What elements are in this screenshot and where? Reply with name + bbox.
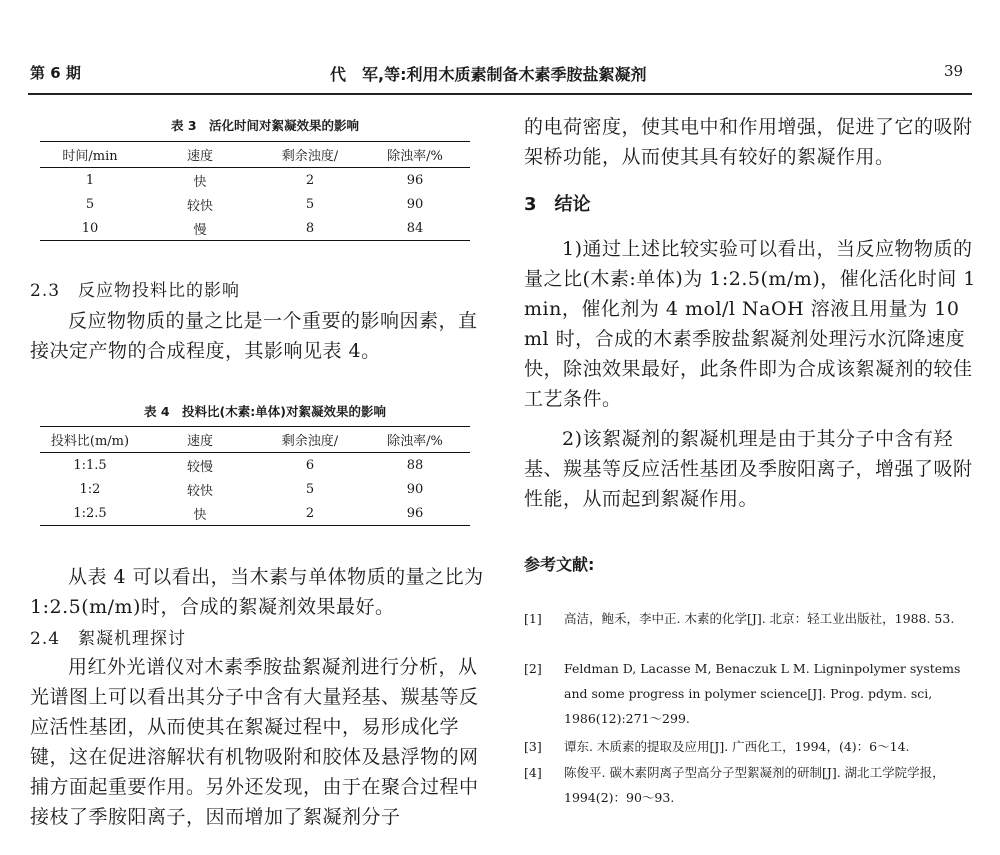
table4-caption: 表 4 投料比(木素:单体)对絮凝效果的影响 (144, 404, 386, 419)
table4-col-speed: 速度 (140, 427, 260, 453)
issue-number: 第 6 期 (30, 64, 81, 82)
table-cell: 慢 (140, 216, 260, 241)
table-cell: 84 (360, 216, 470, 241)
table-cell: 1 (85, 172, 95, 188)
section-3-heading: 3 结论 (524, 194, 591, 215)
table-cell: 6 (305, 457, 315, 473)
reference-number: [2] (524, 661, 542, 676)
table4-header-row (40, 427, 470, 453)
conclusion-2: 2)该絮凝剂的絮凝机理是由于其分子中含有羟基、羰基等反应活性基团及季胺阳离子，增强了吸附性能，从而起到絮凝作用。 (524, 428, 973, 510)
table4-col-turbidity: 剩余浊度/ (260, 427, 360, 453)
references-title: 参考文献: (524, 555, 595, 574)
running-title: 代 军,等:利用木质素制备木素季胺盐絮凝剂 (330, 65, 647, 84)
table-cell: 90 (406, 196, 424, 212)
section-2-4-paragraph: 用红外光谱仪对木素季胺盐絮凝剂进行分析，从光谱图上可以看出其分子中含有大量羟基、羰基等反应活性基团，从而使其在絮凝过程中，易形成化学键，这在促进溶解状有机物吸附和胶体及悬浮物的网捕方面起重要作用。另外还发现，由于在聚合过程中接枝了季胺阳离子，因而增加了絮凝剂分子 (30, 656, 479, 828)
table-row (40, 477, 470, 501)
reference-item (524, 606, 976, 631)
table-row (40, 192, 470, 216)
table-cell: 2 (305, 172, 315, 188)
section-2-3-paragraph: 反应物物质的量之比是一个重要的影响因素，直接决定产物的合成程度，其影响见表 4。 (30, 310, 478, 362)
reference-text: Feldman D, Lacasse M, Benaczuk L M. Ligninpolymer systems and some progress in polymer science[J]. Prog. pdym. sci, 1986(12):271～299. (564, 661, 961, 726)
section-2-3-heading: 2.3 反应物投料比的影响 (30, 281, 241, 301)
table-cell: 快 (193, 174, 207, 190)
continued-paragraph: 的电荷密度，使其电中和作用增强，促进了它的吸附架桥功能，从而使其具有较好的絮凝作用。 (524, 116, 973, 168)
table-row (40, 168, 470, 193)
table3-col-time: 时间/min (40, 142, 140, 168)
table3-col-speed: 速度 (140, 142, 260, 168)
table-cell: 5 (305, 196, 315, 212)
table-cell: 1:1.5 (73, 457, 107, 473)
page-number: 39 (944, 62, 964, 80)
table-row (40, 453, 470, 478)
table-cell: 较快 (186, 198, 213, 214)
reference-item (524, 656, 976, 731)
table-cell: 快 (140, 501, 260, 526)
reference-item (524, 734, 976, 759)
table3 (40, 141, 470, 241)
table3-caption: 表 3 活化时间对絮凝效果的影响 (170, 118, 360, 133)
table-cell: 1:2 (79, 481, 101, 497)
table-cell: 96 (360, 501, 470, 526)
table-cell: 5 (305, 481, 315, 497)
table3-col-turbidity: 剩余浊度/ (260, 142, 360, 168)
table4-col-ratio: 投料比(m/m) (40, 427, 140, 453)
table-cell: 96 (406, 172, 424, 188)
reference-text: 谭东. 木质素的提取及应用[J]. 广西化工，1994，(4)：6～14. (564, 739, 910, 754)
table-cell: 8 (260, 216, 360, 241)
table-cell: 90 (406, 481, 424, 497)
table-row (40, 501, 470, 526)
reference-text: 陈俊平. 碳木素阴离子型高分子型絮凝剂的研制[J]. 湖北工学院学报，1994(2)：90～93. (564, 765, 945, 805)
reference-text: 高洁，鲍禾，李中正. 木素的化学[J]. 北京：轻工业出版社，1988. 53. (564, 611, 955, 626)
section-2-4-heading: 2.4 絮凝机理探讨 (30, 629, 187, 649)
reference-number: [1] (524, 611, 542, 626)
table3-header-row (40, 142, 470, 168)
reference-number: [4] (524, 765, 542, 780)
table-cell: 88 (406, 457, 424, 473)
table-row (40, 216, 470, 241)
table-cell: 10 (40, 216, 140, 241)
table-cell: 1:2.5 (40, 501, 140, 526)
conclusion-1: 1)通过上述比较实验可以看出，当反应物物质的量之比(木素:单体)为 1:2.5(m/m)，催化活化时间 1 min，催化剂为 4 mol/l NaOH 溶液且用量为 10 ml 时，合成的木素季胺盐絮凝剂处理污水沉降速度快，除浊效果最好，此条件即为合成该絮凝剂的较佳工艺条件。 (524, 238, 976, 410)
table3-col-removal: 除浊率/% (360, 142, 470, 168)
table4-discussion-paragraph: 从表 4 可以看出，当木素与单体物质的量之比为 1:2.5(m/m)时，合成的絮凝剂效果最好。 (30, 566, 484, 618)
reference-number: [3] (524, 739, 542, 754)
table-cell: 较快 (186, 483, 213, 499)
table-cell: 5 (85, 196, 95, 212)
table4-col-removal: 除浊率/% (360, 427, 470, 453)
header-rule (28, 93, 972, 95)
table-cell: 较慢 (186, 459, 213, 475)
table-cell: 2 (260, 501, 360, 526)
reference-item (524, 760, 976, 810)
table4 (40, 426, 470, 526)
